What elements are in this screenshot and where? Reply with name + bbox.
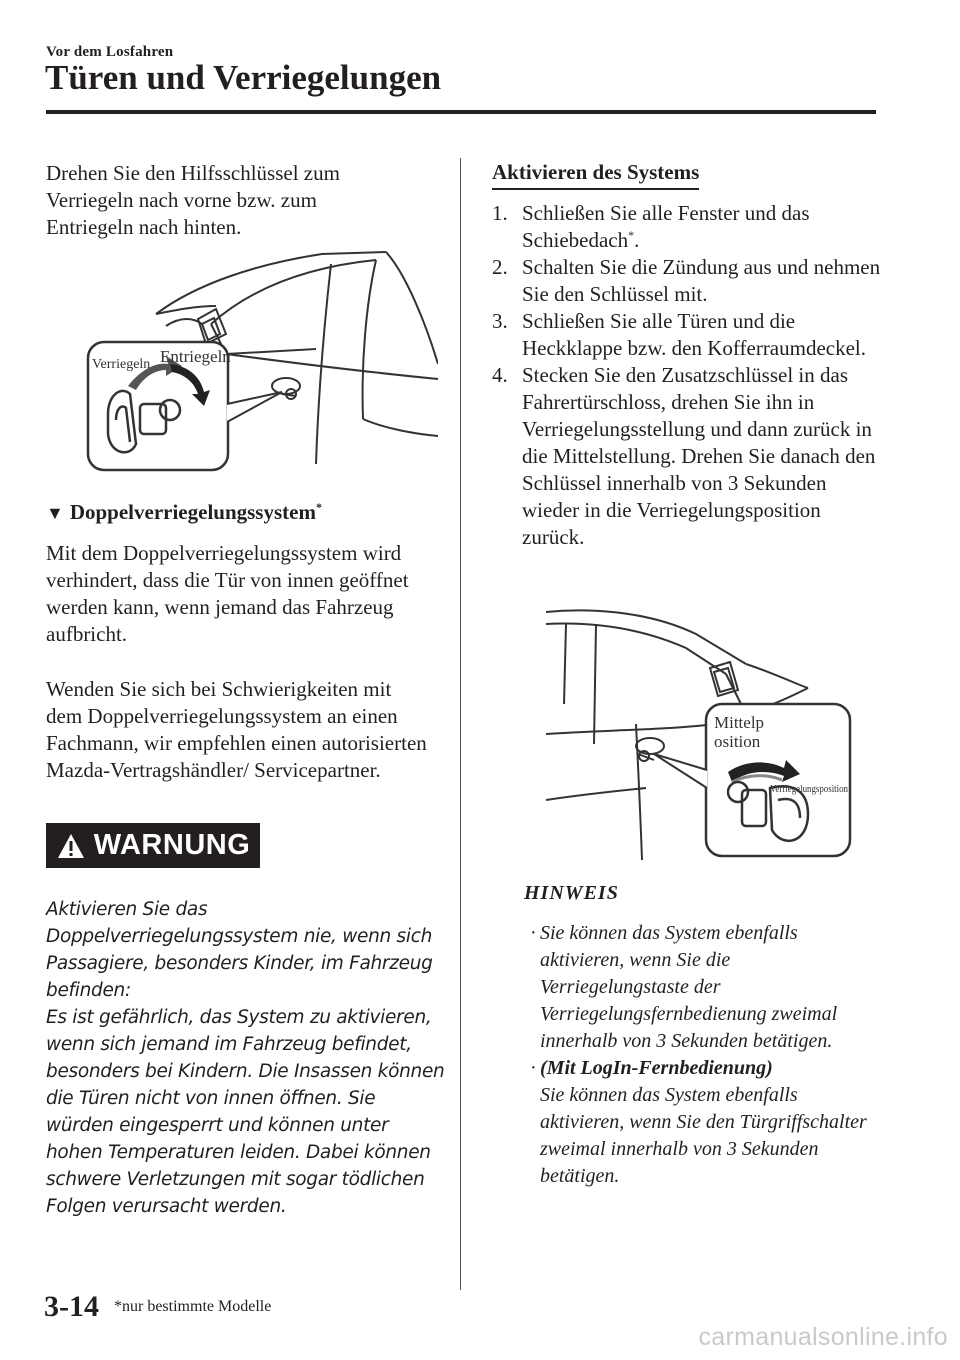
intro-paragraph: Drehen Sie den Hilfsschlüssel zum Verriegeln nach vorne bzw. zum Entriegeln nach hinten. <box>46 161 340 239</box>
bullet-icon: · <box>530 922 537 944</box>
bullet-icon: · <box>530 1057 537 1079</box>
step-item: 2. Schalten Sie die Zündung aus und nehmen Sie den Schlüssel mit. <box>492 255 881 306</box>
figure-label-lockposition: Verriegelungsposition <box>770 784 848 795</box>
hinweis-item: · Sie können das System ebenfalls aktivieren, wenn Sie die Verriegelungstaste der Verriegelungsfernbedienung zweimal innerhalb von 3 Sekunden betätigen. <box>530 922 838 1052</box>
figure-label-unlock: Entriegeln <box>160 347 231 366</box>
left-para-2-block <box>46 676 438 784</box>
figure-label-midposition-1: Mittelp <box>714 713 765 732</box>
step-item: 4. Stecken Sie den Zusatzschlüssel in das Fahrertürschloss, drehen Sie ihn in Verriegelungsstellung und dann zurück in die Mittelstellung. Drehen Sie danach den Schlüssel innerhalb von 3 Sekunden wieder in die Verriegelungsposition zurück. <box>492 363 876 549</box>
figure-label-lock: Verriegeln <box>92 357 151 372</box>
header-rule <box>46 110 876 114</box>
side-mirror-icon <box>710 662 738 696</box>
activate-system-heading: Aktivieren des Systems <box>492 160 699 190</box>
page-number: 3-14 <box>44 1290 99 1323</box>
figure-label-midposition-2: osition <box>714 732 761 751</box>
paragraph-purpose: Mit dem Doppelverriegelungssystem wird verhindert, dass die Tür von innen geöffnet werden kann, wenn jemand das Fahrzeug aufbricht. <box>46 541 409 646</box>
section-heading-block <box>46 500 438 525</box>
section-heading <box>46 500 438 525</box>
section-marker-icon: ▼ <box>46 503 64 523</box>
steps-block <box>492 200 882 551</box>
warning-bold-text: Aktivieren Sie das Doppelverriegelungssystem nie, wenn sich Passagiere, besonders Kinder, im Fahrzeug befinden: <box>46 899 433 1001</box>
warning-text-block <box>46 896 446 1220</box>
chapter-kicker: Vor dem Losfahren <box>46 44 174 60</box>
key-turn-illustration <box>86 244 438 472</box>
hinweis-list <box>530 920 880 1190</box>
hinweis-item: · (Mit LogIn-Fernbedienung) Sie können das System ebenfalls aktivieren, wenn Sie den Türgriffschalter zweimal innerhalb von 3 Sekunden betätigen. <box>530 1057 867 1187</box>
column-divider <box>460 158 461 1290</box>
footnote: *nur bestimmte Modelle <box>114 1298 272 1315</box>
page-title: Türen und Verriegelungen <box>45 58 442 97</box>
step-item: 3. Schließen Sie alle Türen und die Heckklappe bzw. den Kofferraumdeckel. <box>492 309 867 360</box>
warning-triangle-icon <box>56 832 86 860</box>
left-para-1-block <box>46 540 438 648</box>
paragraph-dealer: Wenden Sie sich bei Schwierigkeiten mit dem Doppelverriegelungssystem an einen Fachmann, wir empfehlen einen autorisierten Mazda-Vertragshändler/ Servicepartner. <box>46 677 427 782</box>
side-mirror-icon <box>166 309 226 344</box>
steps-list <box>492 200 882 551</box>
right-subhead-block <box>492 160 882 190</box>
warning-label: WARNUNG <box>93 829 251 861</box>
section-title: Doppelverriegelungssystem <box>69 500 316 524</box>
section-asterisk: * <box>315 500 322 514</box>
key-position-illustration <box>546 604 854 860</box>
watermark: carmanualsonline.info <box>698 1323 948 1351</box>
hinweis-title: HINWEIS <box>524 882 619 904</box>
left-column-intro <box>46 160 438 241</box>
warning-banner <box>46 823 260 868</box>
step-item: 1. Schließen Sie alle Fenster und das Schiebedach*. <box>492 201 810 252</box>
warning-body-text: Es ist gefährlich, das System zu aktivieren, wenn sich jemand im Fahrzeug befindet, besonders bei Kindern. Die Insassen können die Türen nicht von innen öffnen. Sie würden eingesperrt und können unter hohen Temperaturen leiden. Dabei können schwere Verletzungen mit sogar tödlichen Folgen verursacht werden. <box>46 1007 445 1217</box>
